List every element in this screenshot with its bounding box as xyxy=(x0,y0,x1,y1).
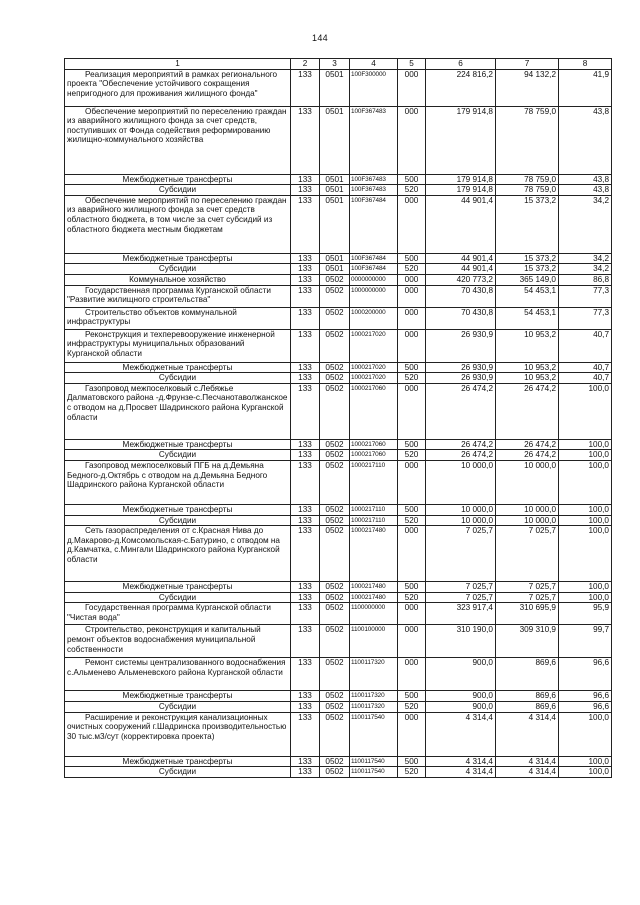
percent-cell: 77,3 xyxy=(559,285,612,307)
expense-type-cell: 000 xyxy=(398,383,426,439)
expense-type-cell: 000 xyxy=(398,195,426,253)
row-name-cell: Межбюджетные трансферты xyxy=(65,362,291,373)
expense-type-cell: 000 xyxy=(398,712,426,756)
percent-cell: 77,3 xyxy=(559,307,612,329)
row-name-cell xyxy=(65,526,291,582)
actual-amount-cell: 54 453,1 xyxy=(496,285,559,307)
row-name-cell: Межбюджетные трансферты xyxy=(65,439,291,450)
section-code-cell: 0502 xyxy=(320,515,350,526)
actual-amount-cell: 365 149,0 xyxy=(496,274,559,285)
section-code-cell: 0502 xyxy=(320,658,350,691)
plan-amount-cell: 10 000,0 xyxy=(426,504,496,515)
section-code-cell: 0502 xyxy=(320,712,350,756)
plan-amount-cell: 420 773,2 xyxy=(426,274,496,285)
section-code-cell: 0501 xyxy=(320,106,350,174)
row-name-cell: Субсидии xyxy=(65,185,291,196)
section-code-cell: 0502 xyxy=(320,701,350,712)
plan-amount-cell: 44 901,4 xyxy=(426,253,496,264)
admin-code-cell: 133 xyxy=(291,329,320,362)
target-code-cell: 1100117320 xyxy=(350,658,398,691)
row-name-cell xyxy=(65,307,291,329)
section-code-cell: 0501 xyxy=(320,174,350,185)
target-code-cell: 0000000000 xyxy=(350,274,398,285)
actual-amount-cell: 54 453,1 xyxy=(496,307,559,329)
plan-amount-cell: 26 930,9 xyxy=(426,362,496,373)
actual-amount-cell: 94 132,2 xyxy=(496,69,559,106)
row-name-cell: Межбюджетные трансферты xyxy=(65,691,291,702)
row-name-text: Строительство объектов коммунальной инфраструктуры xyxy=(67,307,237,327)
percent-cell: 100,0 xyxy=(559,515,612,526)
table-row xyxy=(65,450,612,461)
target-code-cell: 1000217060 xyxy=(350,439,398,450)
actual-amount-cell: 26 474,2 xyxy=(496,383,559,439)
table-row xyxy=(65,106,612,174)
expense-type-cell: 500 xyxy=(398,362,426,373)
actual-amount-cell: 78 759,0 xyxy=(496,174,559,185)
row-name-cell xyxy=(65,329,291,362)
plan-amount-cell: 70 430,8 xyxy=(426,307,496,329)
percent-cell: 100,0 xyxy=(559,582,612,593)
percent-cell: 96,6 xyxy=(559,701,612,712)
expense-type-cell: 000 xyxy=(398,526,426,582)
section-code-cell: 0502 xyxy=(320,362,350,373)
expense-type-cell: 500 xyxy=(398,756,426,767)
admin-code-cell: 133 xyxy=(291,450,320,461)
percent-cell: 34,2 xyxy=(559,253,612,264)
plan-amount-cell: 10 000,0 xyxy=(426,515,496,526)
percent-cell: 99,7 xyxy=(559,625,612,658)
expense-type-cell: 520 xyxy=(398,264,426,275)
table-row xyxy=(65,264,612,275)
admin-code-cell: 133 xyxy=(291,285,320,307)
row-name-text: Сеть газораспределения от с.Красная Нива до д.Макарово-д.Комсомольская-с.Батурино, с отводом на д.Камчатка, с.Мингали Шадринского района Курганской области xyxy=(67,526,280,564)
percent-cell: 40,7 xyxy=(559,373,612,384)
table-header-row xyxy=(65,59,612,70)
section-code-cell: 0502 xyxy=(320,450,350,461)
actual-amount-cell: 10 953,2 xyxy=(496,373,559,384)
actual-amount-cell: 15 373,2 xyxy=(496,195,559,253)
plan-amount-cell: 7 025,7 xyxy=(426,592,496,603)
actual-amount-cell: 4 314,4 xyxy=(496,767,559,778)
row-name-cell: Межбюджетные трансферты xyxy=(65,253,291,264)
admin-code-cell: 133 xyxy=(291,658,320,691)
section-code-cell: 0501 xyxy=(320,264,350,275)
table-row xyxy=(65,185,612,196)
expense-type-cell: 000 xyxy=(398,69,426,106)
table-row xyxy=(65,460,612,504)
row-name-cell: Межбюджетные трансферты xyxy=(65,756,291,767)
row-name-cell xyxy=(65,658,291,691)
percent-cell: 86,8 xyxy=(559,274,612,285)
target-code-cell: 100F300000 xyxy=(350,69,398,106)
percent-cell: 34,2 xyxy=(559,264,612,275)
section-code-cell: 0502 xyxy=(320,307,350,329)
admin-code-cell: 133 xyxy=(291,362,320,373)
expense-type-cell: 520 xyxy=(398,450,426,461)
percent-cell: 100,0 xyxy=(559,526,612,582)
row-name-text: Реализация мероприятий в рамках регионального проекта "Обеспечение устойчивого сокращения непригодного для проживания жилищного фонда" xyxy=(67,69,278,98)
row-name-text: Государственная программа Курганской области "Чистая вода" xyxy=(67,603,271,622)
target-code-cell: 1000200000 xyxy=(350,307,398,329)
actual-amount-cell: 78 759,0 xyxy=(496,185,559,196)
row-name-cell xyxy=(65,603,291,625)
target-code-cell: 100F367484 xyxy=(350,253,398,264)
column-header: 1 xyxy=(65,59,291,70)
plan-amount-cell: 7 025,7 xyxy=(426,582,496,593)
table-row xyxy=(65,439,612,450)
percent-cell: 100,0 xyxy=(559,767,612,778)
actual-amount-cell: 7 025,7 xyxy=(496,582,559,593)
table-row xyxy=(65,383,612,439)
plan-amount-cell: 26 930,9 xyxy=(426,373,496,384)
row-name-cell: Субсидии xyxy=(65,373,291,384)
page-number: 144 xyxy=(312,33,328,43)
table-row xyxy=(65,515,612,526)
admin-code-cell: 133 xyxy=(291,603,320,625)
row-name-text: Обеспечение мероприятий по переселению граждан из аварийного жилищного фонда за счет средств, поступивших от Фонда содействия реформированию жилищно-коммунального хозяйства xyxy=(67,106,287,145)
plan-amount-cell: 26 474,2 xyxy=(426,439,496,450)
expense-type-cell: 500 xyxy=(398,439,426,450)
expense-type-cell: 500 xyxy=(398,253,426,264)
actual-amount-cell: 869,6 xyxy=(496,691,559,702)
actual-amount-cell: 26 474,2 xyxy=(496,439,559,450)
column-header: 4 xyxy=(350,59,398,70)
target-code-cell: 100F367483 xyxy=(350,106,398,174)
row-name-cell xyxy=(65,106,291,174)
section-code-cell: 0502 xyxy=(320,504,350,515)
target-code-cell: 1000217110 xyxy=(350,460,398,504)
percent-cell: 43,8 xyxy=(559,185,612,196)
actual-amount-cell: 869,6 xyxy=(496,701,559,712)
percent-cell: 40,7 xyxy=(559,362,612,373)
row-name-cell: Субсидии xyxy=(65,767,291,778)
plan-amount-cell: 900,0 xyxy=(426,691,496,702)
expense-type-cell: 520 xyxy=(398,767,426,778)
section-code-cell: 0502 xyxy=(320,592,350,603)
admin-code-cell: 133 xyxy=(291,592,320,603)
row-name-cell xyxy=(65,383,291,439)
target-code-cell: 1000217020 xyxy=(350,373,398,384)
table-row xyxy=(65,174,612,185)
section-code-cell: 0502 xyxy=(320,383,350,439)
admin-code-cell: 133 xyxy=(291,106,320,174)
target-code-cell: 1000217480 xyxy=(350,582,398,593)
section-code-cell: 0502 xyxy=(320,582,350,593)
target-code-cell: 100F367483 xyxy=(350,174,398,185)
target-code-cell: 1000217480 xyxy=(350,592,398,603)
admin-code-cell: 133 xyxy=(291,264,320,275)
target-code-cell: 1000217020 xyxy=(350,362,398,373)
plan-amount-cell: 179 914,8 xyxy=(426,185,496,196)
admin-code-cell: 133 xyxy=(291,756,320,767)
target-code-cell: 1000217480 xyxy=(350,526,398,582)
table-row xyxy=(65,285,612,307)
row-name-text: Реконструкция и техперевооружение инженерной инфраструктуры муниципальных образований Курганской области xyxy=(67,329,275,358)
percent-cell: 34,2 xyxy=(559,195,612,253)
actual-amount-cell: 4 314,4 xyxy=(496,756,559,767)
row-name-cell xyxy=(65,195,291,253)
plan-amount-cell: 44 901,4 xyxy=(426,264,496,275)
actual-amount-cell: 7 025,7 xyxy=(496,592,559,603)
column-header: 8 xyxy=(559,59,612,70)
plan-amount-cell: 900,0 xyxy=(426,658,496,691)
admin-code-cell: 133 xyxy=(291,174,320,185)
admin-code-cell: 133 xyxy=(291,185,320,196)
percent-cell: 100,0 xyxy=(559,439,612,450)
plan-amount-cell: 26 474,2 xyxy=(426,383,496,439)
plan-amount-cell: 4 314,4 xyxy=(426,767,496,778)
target-code-cell: 1000217060 xyxy=(350,383,398,439)
admin-code-cell: 133 xyxy=(291,439,320,450)
budget-table xyxy=(64,58,612,778)
admin-code-cell: 133 xyxy=(291,195,320,253)
table-row xyxy=(65,603,612,625)
admin-code-cell: 133 xyxy=(291,767,320,778)
plan-amount-cell: 7 025,7 xyxy=(426,526,496,582)
section-code-cell: 0502 xyxy=(320,329,350,362)
admin-code-cell: 133 xyxy=(291,274,320,285)
row-name-cell: Субсидии xyxy=(65,592,291,603)
percent-cell: 96,6 xyxy=(559,658,612,691)
admin-code-cell: 133 xyxy=(291,307,320,329)
table-row xyxy=(65,69,612,106)
table-row xyxy=(65,658,612,691)
actual-amount-cell: 10 000,0 xyxy=(496,504,559,515)
table-row xyxy=(65,691,612,702)
percent-cell: 100,0 xyxy=(559,383,612,439)
percent-cell: 100,0 xyxy=(559,460,612,504)
row-name-text: Ремонт системы централизованного водоснабжения с.Альменево Альменевского района Курганской области xyxy=(67,658,286,677)
table-row xyxy=(65,329,612,362)
expense-type-cell: 520 xyxy=(398,701,426,712)
table-row xyxy=(65,712,612,756)
row-name-cell xyxy=(65,69,291,106)
percent-cell: 100,0 xyxy=(559,450,612,461)
section-code-cell: 0502 xyxy=(320,439,350,450)
plan-amount-cell: 179 914,8 xyxy=(426,174,496,185)
expense-type-cell: 520 xyxy=(398,185,426,196)
percent-cell: 43,8 xyxy=(559,106,612,174)
table-row xyxy=(65,701,612,712)
table-row xyxy=(65,582,612,593)
expense-type-cell: 000 xyxy=(398,274,426,285)
admin-code-cell: 133 xyxy=(291,712,320,756)
row-name-text: Газопровод межпоселковый ПГБ на д.Демьяна Бедного-д.Октябрь с отводом на д.Демьяна Бедного Шадринского района Курганской области xyxy=(67,460,268,490)
admin-code-cell: 133 xyxy=(291,515,320,526)
admin-code-cell: 133 xyxy=(291,373,320,384)
actual-amount-cell: 10 000,0 xyxy=(496,460,559,504)
admin-code-cell: 133 xyxy=(291,625,320,658)
plan-amount-cell: 179 914,8 xyxy=(426,106,496,174)
percent-cell: 96,6 xyxy=(559,691,612,702)
section-code-cell: 0502 xyxy=(320,274,350,285)
table-row xyxy=(65,362,612,373)
admin-code-cell: 133 xyxy=(291,701,320,712)
column-header: 3 xyxy=(320,59,350,70)
target-code-cell: 1000217110 xyxy=(350,515,398,526)
column-header: 2 xyxy=(291,59,320,70)
expense-type-cell: 000 xyxy=(398,307,426,329)
row-name-cell: Межбюджетные трансферты xyxy=(65,582,291,593)
section-code-cell: 0502 xyxy=(320,767,350,778)
section-code-cell: 0502 xyxy=(320,625,350,658)
table-row xyxy=(65,504,612,515)
actual-amount-cell: 10 953,2 xyxy=(496,329,559,362)
section-code-cell: 0502 xyxy=(320,603,350,625)
section-code-cell: 0502 xyxy=(320,285,350,307)
plan-amount-cell: 26 930,9 xyxy=(426,329,496,362)
plan-amount-cell: 70 430,8 xyxy=(426,285,496,307)
actual-amount-cell: 309 310,9 xyxy=(496,625,559,658)
plan-amount-cell: 10 000,0 xyxy=(426,460,496,504)
section-code-cell: 0501 xyxy=(320,195,350,253)
row-name-cell: Субсидии xyxy=(65,450,291,461)
table-row xyxy=(65,767,612,778)
actual-amount-cell: 10 953,2 xyxy=(496,362,559,373)
section-code-cell: 0502 xyxy=(320,460,350,504)
target-code-cell: 1000217060 xyxy=(350,450,398,461)
column-header: 5 xyxy=(398,59,426,70)
actual-amount-cell: 7 025,7 xyxy=(496,526,559,582)
percent-cell: 100,0 xyxy=(559,504,612,515)
actual-amount-cell: 10 000,0 xyxy=(496,515,559,526)
expense-type-cell: 000 xyxy=(398,603,426,625)
admin-code-cell: 133 xyxy=(291,504,320,515)
target-code-cell: 100F367483 xyxy=(350,185,398,196)
section-code-cell: 0502 xyxy=(320,526,350,582)
row-name-cell xyxy=(65,460,291,504)
target-code-cell: 1000217020 xyxy=(350,329,398,362)
target-code-cell: 1100000000 xyxy=(350,603,398,625)
expense-type-cell: 000 xyxy=(398,329,426,362)
percent-cell: 41,9 xyxy=(559,69,612,106)
section-code-cell: 0502 xyxy=(320,756,350,767)
actual-amount-cell: 869,6 xyxy=(496,658,559,691)
row-name-cell: Коммунальное хозяйство xyxy=(65,274,291,285)
row-name-cell: Субсидии xyxy=(65,515,291,526)
target-code-cell: 1100117540 xyxy=(350,767,398,778)
admin-code-cell: 133 xyxy=(291,526,320,582)
plan-amount-cell: 323 917,4 xyxy=(426,603,496,625)
target-code-cell: 100F367484 xyxy=(350,195,398,253)
row-name-text: Государственная программа Курганской области "Развитие жилищного строительства" xyxy=(67,285,271,305)
percent-cell: 100,0 xyxy=(559,592,612,603)
table-row xyxy=(65,253,612,264)
row-name-text: Расширение и реконструкция канализационных очистных сооружений г.Шадринска производительностью 30 тыс.м3/сут (корректировка проекта) xyxy=(67,712,287,741)
table-row xyxy=(65,625,612,658)
expense-type-cell: 500 xyxy=(398,504,426,515)
percent-cell: 95,9 xyxy=(559,603,612,625)
row-name-cell: Субсидии xyxy=(65,264,291,275)
section-code-cell: 0501 xyxy=(320,185,350,196)
section-code-cell: 0501 xyxy=(320,253,350,264)
actual-amount-cell: 78 759,0 xyxy=(496,106,559,174)
row-name-cell: Межбюджетные трансферты xyxy=(65,504,291,515)
admin-code-cell: 133 xyxy=(291,383,320,439)
plan-amount-cell: 26 474,2 xyxy=(426,450,496,461)
table-row xyxy=(65,756,612,767)
admin-code-cell: 133 xyxy=(291,69,320,106)
percent-cell: 100,0 xyxy=(559,756,612,767)
admin-code-cell: 133 xyxy=(291,253,320,264)
section-code-cell: 0502 xyxy=(320,373,350,384)
row-name-text: Газопровод межпоселковый с.Лебяжье Далматовского района -д.Фрунзе-с.Песчанотаволжанское с отводом на д.Просвет Шадринского района Курганской области xyxy=(67,383,288,422)
table-row xyxy=(65,195,612,253)
section-code-cell: 0501 xyxy=(320,69,350,106)
actual-amount-cell: 310 695,9 xyxy=(496,603,559,625)
row-name-cell xyxy=(65,712,291,756)
actual-amount-cell: 4 314,4 xyxy=(496,712,559,756)
percent-cell: 43,8 xyxy=(559,174,612,185)
target-code-cell: 1100117320 xyxy=(350,691,398,702)
column-header: 7 xyxy=(496,59,559,70)
plan-amount-cell: 44 901,4 xyxy=(426,195,496,253)
column-header: 6 xyxy=(426,59,496,70)
expense-type-cell: 520 xyxy=(398,373,426,384)
expense-type-cell: 000 xyxy=(398,285,426,307)
percent-cell: 40,7 xyxy=(559,329,612,362)
expense-type-cell: 520 xyxy=(398,592,426,603)
percent-cell: 100,0 xyxy=(559,712,612,756)
admin-code-cell: 133 xyxy=(291,460,320,504)
expense-type-cell: 000 xyxy=(398,658,426,691)
actual-amount-cell: 15 373,2 xyxy=(496,253,559,264)
actual-amount-cell: 15 373,2 xyxy=(496,264,559,275)
table-row xyxy=(65,592,612,603)
row-name-text: Обеспечение мероприятий по переселению граждан из аварийного жилищного фонда за счет средств областного бюджета, в том числе за счет субсидий из областного бюджета местным бюджетам xyxy=(67,195,287,234)
target-code-cell: 1000217110 xyxy=(350,504,398,515)
expense-type-cell: 500 xyxy=(398,174,426,185)
plan-amount-cell: 4 314,4 xyxy=(426,712,496,756)
expense-type-cell: 000 xyxy=(398,106,426,174)
plan-amount-cell: 310 190,0 xyxy=(426,625,496,658)
row-name-cell: Межбюджетные трансферты xyxy=(65,174,291,185)
target-code-cell: 1000000000 xyxy=(350,285,398,307)
plan-amount-cell: 224 816,2 xyxy=(426,69,496,106)
expense-type-cell: 500 xyxy=(398,582,426,593)
expense-type-cell: 500 xyxy=(398,691,426,702)
plan-amount-cell: 4 314,4 xyxy=(426,756,496,767)
row-name-cell: Субсидии xyxy=(65,701,291,712)
table-row xyxy=(65,373,612,384)
table-row xyxy=(65,526,612,582)
target-code-cell: 100F367484 xyxy=(350,264,398,275)
table-row xyxy=(65,274,612,285)
target-code-cell: 1100117320 xyxy=(350,701,398,712)
target-code-cell: 1100100000 xyxy=(350,625,398,658)
table-row xyxy=(65,307,612,329)
section-code-cell: 0502 xyxy=(320,691,350,702)
expense-type-cell: 000 xyxy=(398,625,426,658)
admin-code-cell: 133 xyxy=(291,582,320,593)
row-name-text: Строительство, реконструкция и капитальный ремонт объектов водоснабжения муниципальной собственности xyxy=(67,625,261,654)
admin-code-cell: 133 xyxy=(291,691,320,702)
row-name-cell xyxy=(65,285,291,307)
expense-type-cell: 520 xyxy=(398,515,426,526)
actual-amount-cell: 26 474,2 xyxy=(496,450,559,461)
target-code-cell: 1100117540 xyxy=(350,712,398,756)
row-name-cell xyxy=(65,625,291,658)
target-code-cell: 1100117540 xyxy=(350,756,398,767)
plan-amount-cell: 900,0 xyxy=(426,701,496,712)
expense-type-cell: 000 xyxy=(398,460,426,504)
